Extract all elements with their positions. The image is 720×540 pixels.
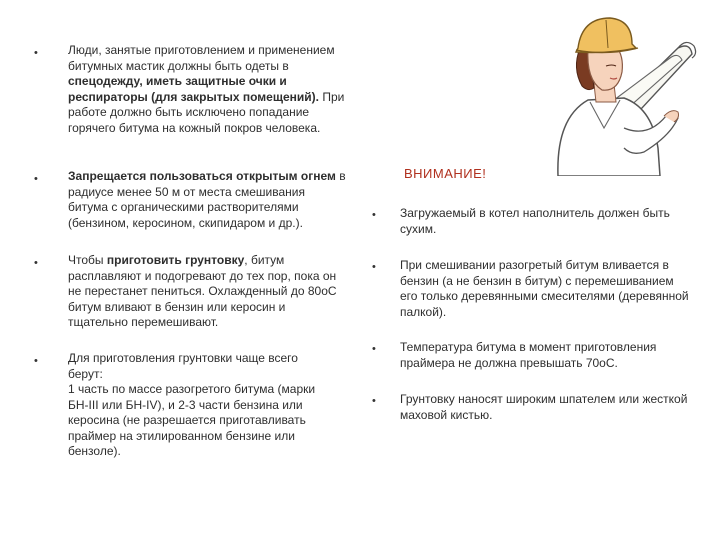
bullet-marker: • bbox=[372, 395, 376, 407]
paragraph-text: Люди, занятые приготовлением и применением битумных мастик должны быть одеты в bbox=[68, 43, 335, 73]
engineer-with-blueprint-illustration bbox=[528, 8, 698, 176]
paragraph-bold-text: Запрещается пользоваться открытым огнем bbox=[68, 169, 336, 183]
paragraph-text: Для приготовления грунтовки чаще всего берут: bbox=[68, 351, 298, 381]
primer-proportions-paragraph bbox=[68, 351, 328, 460]
warning-heading: ВНИМАНИЕ! bbox=[404, 166, 487, 181]
paragraph-text: 1 часть по массе разогретого битума (марки БН-III или БН-IV), и 2-3 части бензина или керосина (не разрешается приготавливать праймер на этилированном бензине или бензоле). bbox=[68, 382, 316, 458]
dry-filler-paragraph: Загружаемый в котел наполнитель должен быть сухим. bbox=[400, 206, 670, 236]
paragraph-text: в радиусе менее 50 м от места смешивания битума с органическими растворителями (бензином, керосином, скипидаром и др.). bbox=[68, 169, 346, 230]
bullet-marker: • bbox=[34, 355, 38, 367]
mixing-order-paragraph: При смешивании разогретый битум вливается в бензин (а не бензин в битум) с перемешиванием его только деревянными смесителями (деревянной палкой). bbox=[400, 258, 689, 319]
bullet-marker: • bbox=[372, 261, 376, 273]
paragraph-bold-text: приготовить грунтовку bbox=[106, 253, 245, 267]
temperature-limit-paragraph: Температура битума в момент приготовления праймера не должна превышать 70оС. bbox=[400, 340, 657, 370]
safety-clothing-paragraph bbox=[68, 43, 348, 136]
paragraph-text: , битум расплавляют и подогревают до тех пор, пока он не перестанет пениться. Охлажденный до 80оС битум вливают в бензин или керосин и тщательно перемешивают. bbox=[68, 253, 337, 329]
bullet-marker: • bbox=[372, 343, 376, 355]
bullet-marker: • bbox=[372, 209, 376, 221]
paragraph-text: Чтобы bbox=[68, 253, 107, 267]
primer-preparation-paragraph bbox=[68, 253, 348, 331]
bullet-marker: • bbox=[34, 173, 38, 185]
paragraph-bold-text: спецодежду, иметь защитные очки и респираторы (для закрытых помещений). bbox=[68, 74, 319, 104]
paragraph-text: При работе должно быть исключено попадание горячего битума на кожный покров человека. bbox=[68, 89, 345, 135]
bullet-marker: • bbox=[34, 257, 38, 269]
open-fire-paragraph bbox=[68, 169, 348, 231]
primer-application-paragraph: Грунтовку наносят широким шпателем или жесткой маховой кистью. bbox=[400, 392, 688, 422]
bullet-marker: • bbox=[34, 47, 38, 59]
